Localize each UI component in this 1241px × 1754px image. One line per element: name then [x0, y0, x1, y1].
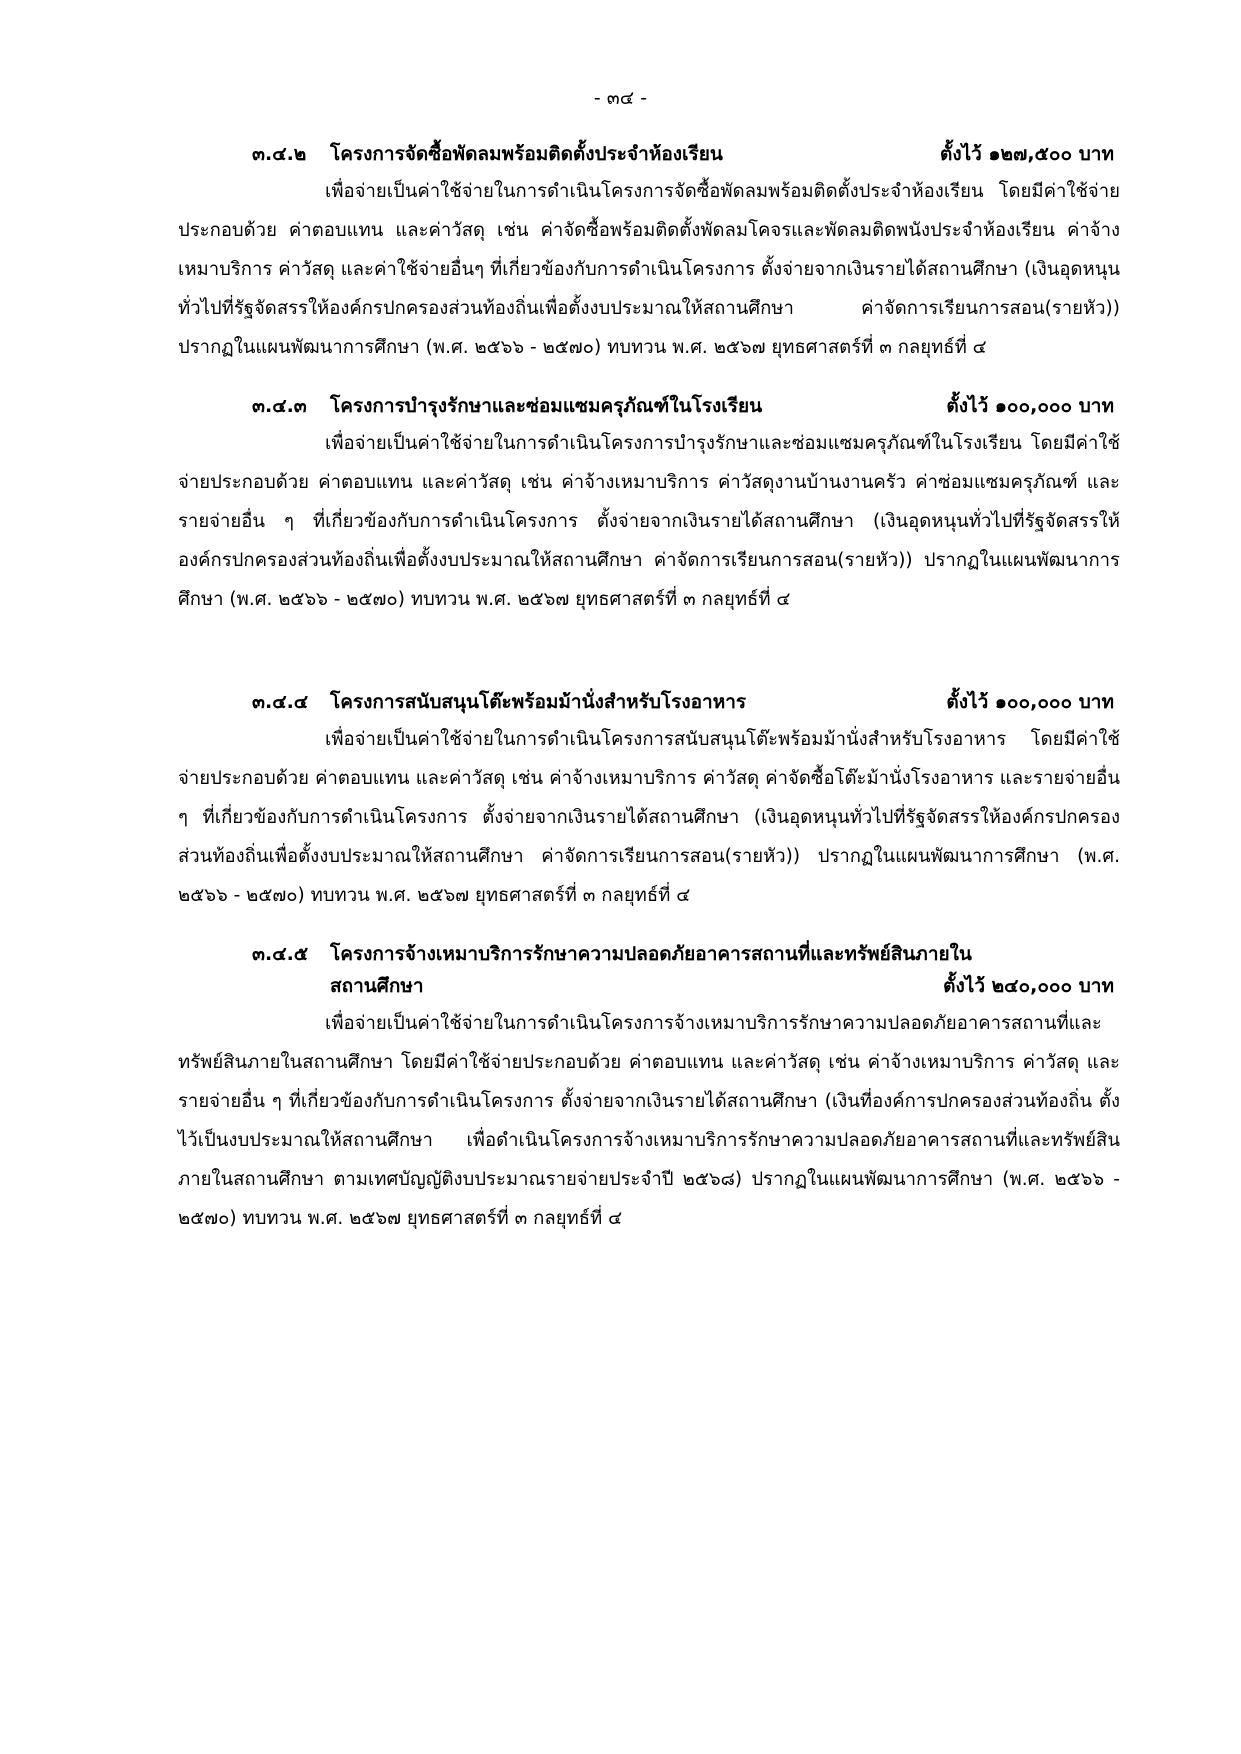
item-description: เพื่อจ่ายเป็นค่าใช้จ่ายในการดำเนินโครงการบำรุงรักษาและซ่อมแซมครุภัณฑ์ในโรงเรียน โดยมีค่าใช้จ่ายประกอบด้วย ค่าตอบแทน และค่าวัสดุ เช่น ค่าจ้างเหมาบริการ ค่าวัสดุงานบ้านงานครัว ค่าซ่อมแซมครุภัณฑ์ และรายจ่ายอื่น ๆ ที่เกี่ยวข้องกับการดำเนินโครงการ ตั้งจ่ายจากเงินรายได้สถานศึกษา (เงินอุดหนุนทั่วไปที่รัฐจัดสรรให้องค์กรปกครองส่วนท้องถิ่นเพื่อตั้งงบประมาณให้สถานศึกษา ค่าจัดการเรียนการสอน(รายหัว)) ปรากฏในแผนพัฒนาการศึกษา (พ.ศ. ๒๕๖๖ - ๒๕๗๐) ทบทวน พ.ศ. ๒๕๖๗ ยุทธศาสตร์ที่ ๓ กลยุทธ์ที่ ๔ — [178, 433, 1120, 610]
budget-item — [178, 138, 1120, 367]
item-number: ๓.๔.๒ — [252, 143, 307, 165]
item-budget: ตั้งไว้ ๑๐๐,๐๐๐ บาท — [946, 691, 1114, 713]
item-budget: ตั้งไว้ ๑๒๗,๕๐๐ บาท — [940, 143, 1114, 165]
item-heading — [178, 686, 1120, 718]
budget-item — [178, 938, 1120, 1238]
item-number: ๓.๔.๔ — [252, 691, 309, 713]
page-number: - ๓๔ - — [593, 87, 648, 109]
item-title-continuation: สถานศึกษา — [330, 975, 424, 997]
item-title-group — [252, 138, 723, 170]
item-title-group — [252, 390, 762, 422]
item-title: โครงการจัดซื้อพัดลมพร้อมติดตั้งประจำห้องเรียน — [330, 143, 723, 165]
item-description: เพื่อจ่ายเป็นค่าใช้จ่ายในการดำเนินโครงการจ้างเหมาบริการรักษาความปลอดภัยอาคารสถานที่และทรัพย์สินภายในสถานศึกษา โดยมีค่าใช้จ่ายประกอบด้วย ค่าตอบแทน และค่าวัสดุ เช่น ค่าจ้างเหมาบริการ ค่าวัสดุ และรายจ่ายอื่น ๆ ที่เกี่ยวข้องกับการดำเนินโครงการ ตั้งจ่ายจากเงินรายได้สถานศึกษา (เงินที่องค์การปกครองส่วนท้องถิ่น ตั้งไว้เป็นงบประมาณให้สถานศึกษา เพื่อดำเนินโครงการจ้างเหมาบริการรักษาความปลอดภัยอาคารสถานที่และทรัพย์สินภายในสถานศึกษา ตามเทศบัญญัติงบประมาณรายจ่ายประจำปี ๒๕๖๘) ปรากฏในแผนพัฒนาการศึกษา (พ.ศ. ๒๕๖๖ - ๒๕๗๐) ทบทวน พ.ศ. ๒๕๖๗ ยุทธศาสตร์ที่ ๓ กลยุทธ์ที่ ๔ — [178, 1013, 1120, 1229]
item-title-continuation-row — [252, 970, 1114, 1002]
item-heading — [178, 138, 1120, 170]
item-title-group — [252, 686, 746, 718]
item-number: ๓.๔.๓ — [252, 395, 307, 417]
item-title: โครงการจ้างเหมาบริการรักษาความปลอดภัยอาคารสถานที่และทรัพย์สินภายใน — [330, 943, 972, 965]
item-title: โครงการสนับสนุนโต๊ะพร้อมม้านั่งสำหรับโรงอาหาร — [330, 691, 747, 713]
item-description: เพื่อจ่ายเป็นค่าใช้จ่ายในการดำเนินโครงการจัดซื้อพัดลมพร้อมติดตั้งประจำห้องเรียน โดยมีค่าใช้จ่ายประกอบด้วย ค่าตอบแทน และค่าวัสดุ เช่น ค่าจัดซื้อพร้อมติดตั้งพัดลมโคจรและพัดลมติดพนังประจำห้องเรียน ค่าจ้างเหมาบริการ ค่าวัสดุ และค่าใช้จ่ายอื่นๆ ที่เกี่ยวข้องกับการดำเนินโครงการ ตั้งจ่ายจากเงินรายได้สถานศึกษา (เงินอุดหนุนทั่วไปที่รัฐจัดสรรให้องค์กรปกครองส่วนท้องถิ่นเพื่อตั้งงบประมาณให้สถานศึกษา ค่าจัดการเรียนการสอน(รายหัว)) ปรากฏในแผนพัฒนาการศึกษา (พ.ศ. ๒๕๖๖ - ๒๕๗๐) ทบทวน พ.ศ. ๒๕๖๗ ยุทธศาสตร์ที่ ๓ กลยุทธ์ที่ ๔ — [178, 181, 1120, 358]
item-heading — [178, 390, 1120, 422]
item-number: ๓.๔.๕ — [252, 943, 309, 965]
item-budget: ตั้งไว้ ๒๔๐,๐๐๐ บาท — [943, 975, 1114, 997]
item-title-group — [252, 938, 1114, 970]
budget-item — [178, 390, 1120, 619]
item-title: โครงการบำรุงรักษาและซ่อมแซมครุภัณฑ์ในโรงเรียน — [330, 395, 763, 417]
item-description: เพื่อจ่ายเป็นค่าใช้จ่ายในการดำเนินโครงการสนับสนุนโต๊ะพร้อมม้านั่งสำหรับโรงอาหาร โดยมีค่าใช้จ่ายประกอบด้วย ค่าตอบแทน และค่าวัสดุ เช่น ค่าจ้างเหมาบริการ ค่าวัสดุ ค่าจัดซื้อโต๊ะม้านั่งโรงอาหาร และรายจ่ายอื่น ๆ ที่เกี่ยวข้องกับการดำเนินโครงการ ตั้งจ่ายจากเงินรายได้สถานศึกษา (เงินอุดหนุนทั่วไปที่รัฐจัดสรรให้องค์กรปกครองส่วนท้องถิ่นเพื่อตั้งงบประมาณให้สถานศึกษา ค่าจัดการเรียนการสอน(รายหัว)) ปรากฏในแผนพัฒนาการศึกษา (พ.ศ. ๒๕๖๖ - ๒๕๗๐) ทบทวน พ.ศ. ๒๕๖๗ ยุทธศาสตร์ที่ ๓ กลยุทธ์ที่ ๔ — [178, 729, 1120, 906]
item-budget: ตั้งไว้ ๑๐๐,๐๐๐ บาท — [946, 395, 1114, 417]
budget-item — [178, 686, 1120, 915]
item-heading — [178, 938, 1120, 1002]
